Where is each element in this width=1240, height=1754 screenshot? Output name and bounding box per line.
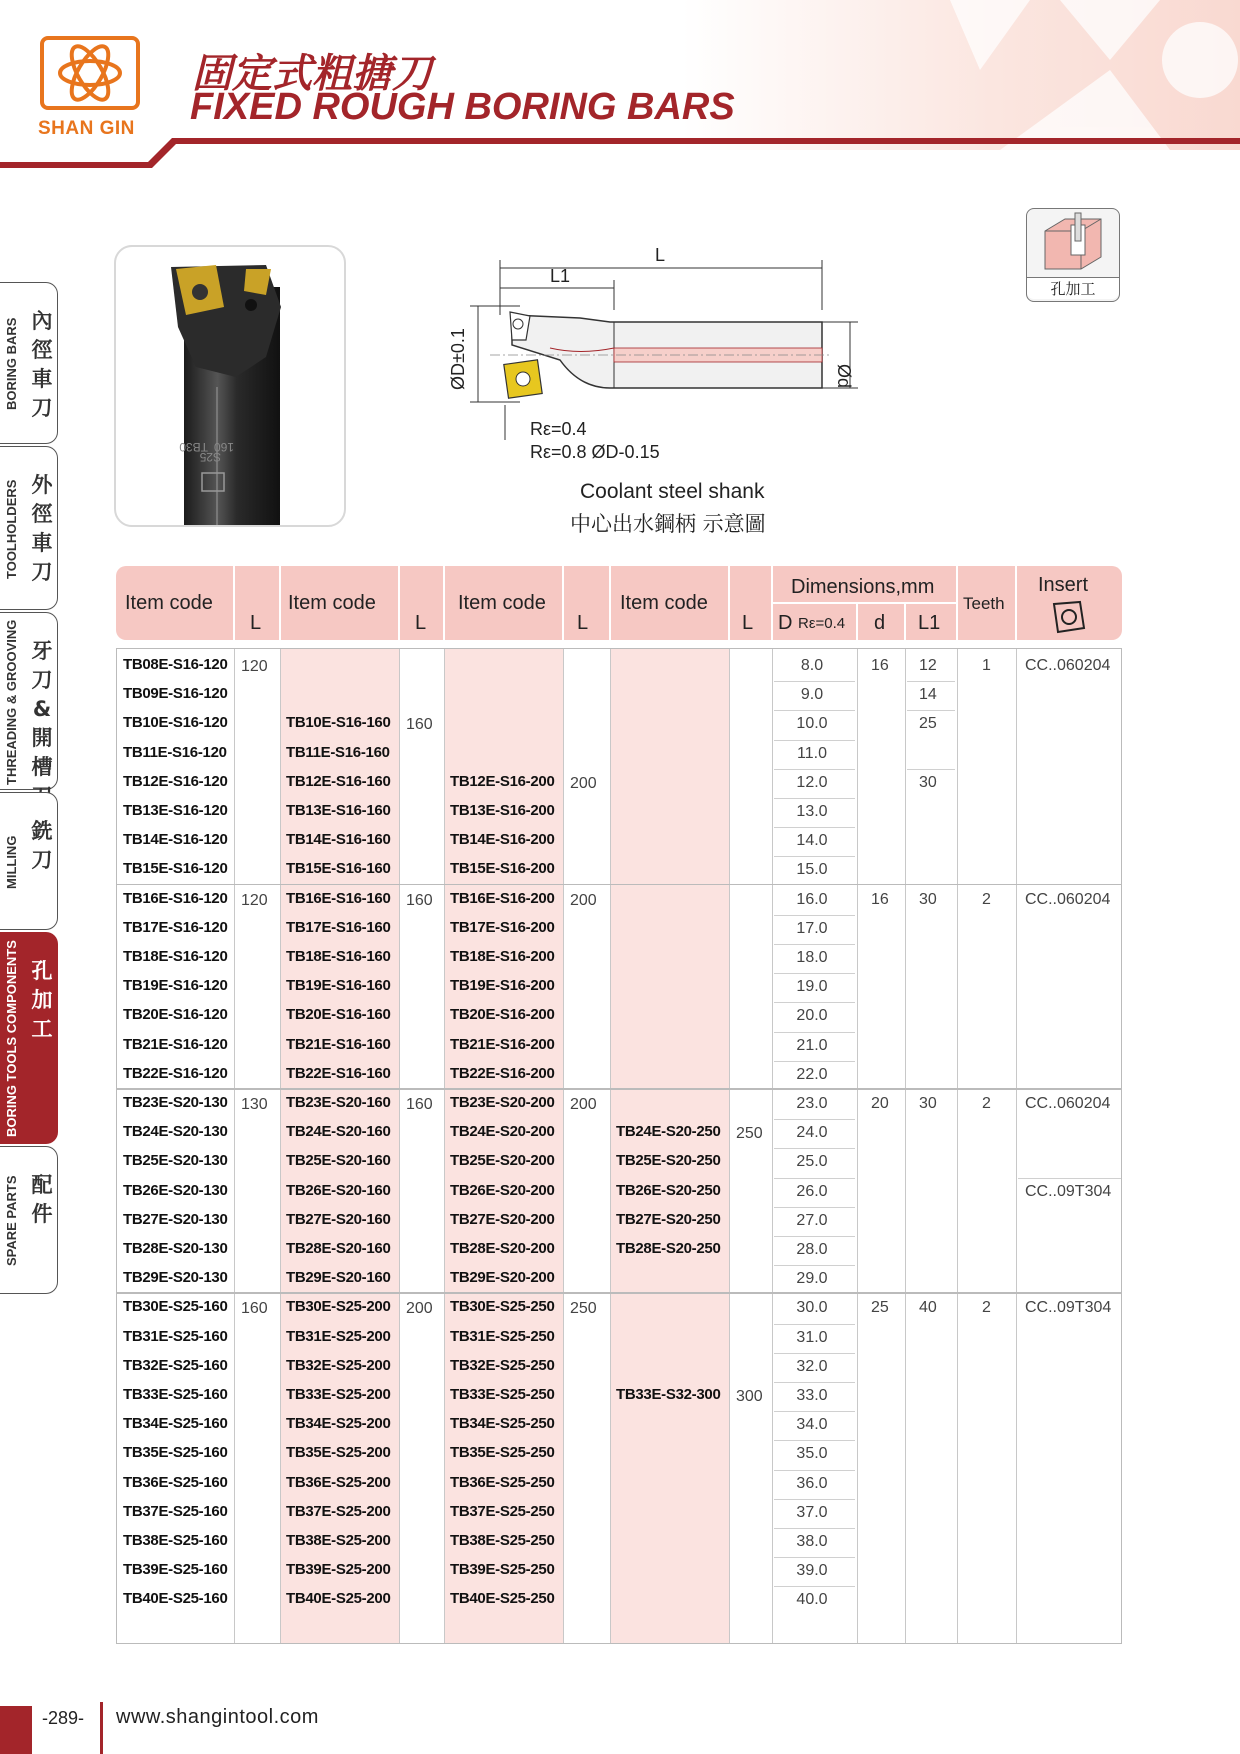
row-divider (774, 856, 855, 857)
column-divider (280, 649, 281, 1643)
item-code: TB32E-S25-160 (123, 1356, 228, 1374)
diameter-value: 27.0 (796, 1211, 828, 1229)
item-code: TB36E-S25-200 (286, 1473, 391, 1491)
length-value: 120 (241, 658, 268, 675)
item-code: TB15E-S16-120 (123, 860, 228, 878)
item-code: TB14E-S16-120 (123, 831, 228, 849)
column-header-D: D (778, 612, 793, 634)
photo-marking: 160 (213, 440, 234, 454)
length-value: 160 (241, 1300, 268, 1318)
column-divider (563, 649, 564, 1643)
group-divider (117, 1292, 1121, 1294)
item-code: TB12E-S16-120 (123, 772, 228, 790)
item-code: TB33E-S25-250 (450, 1386, 555, 1403)
product-photo (114, 245, 346, 527)
row-divider (774, 1265, 855, 1266)
insert-code: CC..09T304 (1025, 1182, 1112, 1200)
item-code: TB37E-S25-160 (123, 1502, 228, 1520)
length-value: 160 (406, 891, 433, 909)
shank-diameter: 20 (871, 1095, 889, 1112)
item-code: TB15E-S16-200 (450, 860, 555, 878)
diameter-value: 36.0 (796, 1474, 828, 1492)
item-code: TB32E-S25-250 (450, 1356, 555, 1374)
item-code: TB23E-S20-130 (123, 1094, 228, 1111)
page-title-chinese: 固定式粗搪刀 (192, 51, 432, 97)
item-code: TB37E-S25-250 (450, 1502, 555, 1520)
operation-label: 孔加工 (1027, 277, 1119, 299)
item-code: TB40E-S25-250 (450, 1590, 555, 1608)
teeth-count: 1 (982, 657, 991, 674)
diameter-value: 13.0 (796, 803, 828, 820)
diameter-value: 16.0 (796, 890, 828, 908)
dimension-label-L1: L1 (550, 266, 571, 286)
item-code: TB31E-S25-250 (450, 1327, 555, 1345)
column-header-d: d (874, 612, 886, 634)
row-divider (774, 1353, 855, 1354)
row-divider (774, 1470, 855, 1471)
item-code: TB26E-S20-200 (450, 1181, 555, 1199)
dimension-label-L: L (655, 245, 666, 265)
item-code: TB17E-S16-120 (123, 918, 228, 936)
item-code: TB28E-S20-250 (616, 1240, 721, 1257)
item-code: TB33E-S25-200 (286, 1386, 391, 1403)
drawing-caption: Coolant steel shank (580, 480, 765, 503)
column-header-dimensions: Dimensions,mm (791, 576, 935, 598)
footer-divider (100, 1702, 103, 1754)
item-code: TB26E-S20-250 (616, 1181, 721, 1199)
column-shading (280, 649, 399, 1643)
diameter-value: 12.0 (796, 773, 828, 791)
dimension-label-D: ØD±0.1 (448, 328, 468, 390)
length-value: 200 (570, 891, 597, 909)
diameter-value: 22.0 (796, 1065, 828, 1083)
row-divider (774, 1002, 855, 1003)
item-code: TB26E-S20-130 (123, 1181, 228, 1199)
item-code: TB28E-S20-130 (123, 1240, 228, 1257)
row-divider (1018, 1178, 1121, 1179)
side-tab[interactable] (0, 1146, 58, 1294)
l1-value: 30 (919, 773, 937, 791)
column-divider (772, 649, 773, 1643)
item-code: TB30E-S25-200 (286, 1298, 391, 1316)
column-header-L: L (415, 612, 427, 634)
corner-radius-note: Rε=0.8 ØD-0.15 (530, 442, 660, 462)
row-divider (774, 798, 855, 799)
insert-code: CC..060204 (1025, 1095, 1111, 1112)
item-code: TB38E-S25-160 (123, 1532, 228, 1549)
column-header-L: L (742, 612, 754, 634)
row-divider (774, 1148, 855, 1149)
length-value: 250 (570, 1300, 597, 1318)
row-divider (774, 1178, 855, 1179)
row-divider (774, 1557, 855, 1558)
insert-code: CC..09T304 (1025, 1299, 1112, 1317)
item-code: TB17E-S16-200 (450, 918, 555, 936)
side-tab[interactable] (0, 446, 58, 610)
row-divider (774, 710, 855, 711)
column-divider (857, 649, 858, 1643)
item-code: TB25E-S20-130 (123, 1152, 228, 1170)
item-code: TB33E-S25-160 (123, 1386, 228, 1403)
length-value: 160 (406, 1096, 433, 1113)
item-code: TB34E-S25-200 (286, 1415, 391, 1433)
l1-value: 12 (919, 657, 937, 674)
column-header-D-radius: Rε=0.4 (798, 615, 846, 632)
side-tab-label: THREADING & GROOVING (4, 619, 19, 785)
row-divider (774, 1032, 855, 1033)
row-divider (774, 973, 855, 974)
item-code: TB11E-S16-120 (123, 743, 227, 761)
footer-accent (0, 1706, 32, 1754)
diameter-value: 38.0 (796, 1533, 828, 1550)
side-tab[interactable] (0, 932, 58, 1144)
page-number: -289- (42, 1708, 85, 1728)
l1-value: 40 (919, 1299, 937, 1317)
diameter-value: 29.0 (796, 1270, 828, 1288)
item-code: TB19E-S16-160 (286, 977, 391, 995)
diameter-value: 19.0 (796, 978, 828, 996)
item-code: TB24E-S20-160 (286, 1123, 391, 1141)
diameter-value: 23.0 (796, 1095, 828, 1112)
diameter-value: 8.0 (800, 657, 824, 674)
item-code: TB20E-S16-200 (450, 1006, 555, 1024)
length-value: 130 (241, 1096, 268, 1113)
item-code: TB29E-S20-160 (286, 1269, 391, 1287)
item-code: TB40E-S25-160 (123, 1590, 228, 1608)
item-code: TB08E-S16-120 (123, 656, 228, 673)
diameter-value: 31.0 (796, 1328, 828, 1346)
item-code: TB39E-S25-200 (286, 1561, 391, 1579)
item-code: TB22E-S16-120 (123, 1064, 228, 1082)
item-code: TB16E-S16-160 (286, 889, 391, 907)
product-table (116, 648, 1122, 1644)
item-code: TB10E-S16-160 (286, 714, 391, 732)
diameter-value: 17.0 (796, 919, 828, 937)
item-code: TB35E-S25-200 (286, 1444, 391, 1462)
teeth-count: 2 (982, 890, 991, 908)
diameter-value: 37.0 (796, 1503, 828, 1521)
item-code: TB12E-S16-200 (450, 772, 555, 790)
item-code: TB23E-S20-200 (450, 1094, 555, 1111)
row-divider (774, 1499, 855, 1500)
item-code: TB22E-S16-200 (450, 1064, 555, 1082)
item-code: TB18E-S16-120 (123, 948, 228, 965)
length-value: 200 (570, 1096, 597, 1113)
item-code: TB31E-S25-200 (286, 1327, 391, 1345)
item-code: TB35E-S25-160 (123, 1444, 228, 1462)
diameter-value: 39.0 (796, 1562, 828, 1580)
item-code: TB12E-S16-160 (286, 772, 391, 790)
item-code: TB15E-S16-160 (286, 860, 391, 878)
shank-diameter: 16 (871, 890, 889, 908)
diameter-value: 26.0 (796, 1182, 828, 1200)
item-code: TB36E-S25-250 (450, 1473, 555, 1491)
item-code: TB16E-S16-120 (123, 889, 228, 907)
item-code: TB30E-S25-160 (123, 1298, 228, 1316)
website-link[interactable]: www.shangintool.com (116, 1706, 319, 1728)
l1-value: 30 (919, 890, 937, 908)
item-code: TB19E-S16-120 (123, 977, 228, 995)
column-divider (610, 649, 611, 1643)
column-header-item-code: Item code (125, 592, 213, 614)
teeth-count: 2 (982, 1095, 991, 1112)
column-header-item-code: Item code (458, 592, 546, 614)
item-code: TB13E-S16-160 (286, 802, 391, 819)
item-code: TB33E-S32-300 (616, 1386, 721, 1403)
length-value: 200 (570, 774, 597, 792)
teeth-count: 2 (982, 1299, 991, 1317)
row-divider (774, 1586, 855, 1587)
item-code: TB35E-S25-250 (450, 1444, 555, 1462)
item-code: TB30E-S25-250 (450, 1298, 555, 1316)
item-code: TB19E-S16-200 (450, 977, 555, 995)
item-code: TB39E-S25-250 (450, 1561, 555, 1579)
brand-logo (40, 36, 140, 110)
item-code: TB18E-S16-200 (450, 948, 555, 965)
length-value: 300 (736, 1388, 763, 1405)
row-divider (774, 681, 855, 682)
boring-operation-icon (1027, 209, 1117, 273)
photo-marking: TB30 (179, 440, 208, 454)
side-tab-label-chinese: 牙 刀 & 開 槽 (31, 639, 53, 779)
item-code: TB27E-S20-160 (286, 1210, 391, 1228)
row-divider (774, 827, 855, 828)
item-code: TB25E-S20-200 (450, 1152, 555, 1170)
row-divider (774, 1236, 855, 1237)
logo-emblem-icon (44, 40, 136, 106)
table-header (116, 566, 1122, 640)
row-divider (774, 915, 855, 916)
length-value: 200 (406, 1300, 433, 1318)
length-value: 160 (406, 716, 433, 734)
item-code: TB40E-S25-200 (286, 1590, 391, 1608)
row-divider (774, 1411, 855, 1412)
diameter-value: 9.0 (800, 686, 824, 704)
item-code: TB39E-S25-160 (123, 1561, 228, 1579)
item-code: TB31E-S25-160 (123, 1327, 228, 1345)
insert-code: CC..060204 (1025, 890, 1111, 908)
item-code: TB38E-S25-200 (286, 1532, 391, 1549)
item-code: TB25E-S20-160 (286, 1152, 391, 1170)
length-value: 250 (736, 1125, 763, 1143)
photo-marking: S25 (199, 450, 221, 464)
item-code: TB21E-S16-120 (123, 1035, 228, 1053)
group-divider (117, 1088, 1121, 1090)
item-code: TB16E-S16-200 (450, 889, 555, 907)
row-divider (907, 681, 955, 682)
diameter-value: 20.0 (796, 1007, 828, 1025)
column-shading (444, 649, 563, 1643)
side-tab-label: SPARE PARTS (4, 1175, 19, 1267)
item-code: TB18E-S16-160 (286, 948, 391, 965)
shank-diameter: 16 (871, 657, 889, 674)
insert-code: CC..060204 (1025, 657, 1111, 674)
item-code: TB26E-S20-160 (286, 1181, 391, 1199)
row-divider (774, 1324, 855, 1325)
diameter-value: 30.0 (796, 1299, 828, 1317)
row-divider (774, 1119, 855, 1120)
diameter-value: 32.0 (796, 1357, 828, 1375)
shank-diameter: 25 (871, 1299, 889, 1317)
item-code: TB23E-S20-160 (286, 1094, 391, 1111)
column-header-L: L (250, 612, 262, 634)
row-divider (907, 710, 955, 711)
diameter-value: 35.0 (796, 1445, 828, 1463)
item-code: TB25E-S20-250 (616, 1152, 721, 1170)
item-code: TB10E-S16-120 (123, 714, 228, 732)
side-tab-label: MILLING (4, 835, 19, 889)
item-code: TB27E-S20-200 (450, 1210, 555, 1228)
side-tab-label-chinese: 孔 加 工 (31, 959, 53, 1041)
item-code: TB20E-S16-120 (123, 1006, 228, 1024)
item-code: TB14E-S16-160 (286, 831, 391, 849)
diameter-value: 15.0 (796, 861, 828, 879)
column-header-L: L (577, 612, 589, 634)
diameter-value: 33.0 (796, 1387, 828, 1404)
column-divider (399, 649, 400, 1643)
column-header-L1: L1 (918, 612, 941, 634)
diameter-value: 11.0 (797, 744, 827, 762)
item-code: TB13E-S16-120 (123, 802, 228, 819)
item-code: TB20E-S16-160 (286, 1006, 391, 1024)
item-code: TB24E-S20-130 (123, 1123, 228, 1141)
side-tab-label-chinese: 內 徑 車 刀 (31, 309, 53, 420)
column-header-insert: Insert (1038, 574, 1089, 596)
l1-value: 30 (919, 1095, 937, 1112)
column-header-item-code: Item code (620, 592, 708, 614)
side-tab-label: BORING TOOLS COMPONENTS (4, 940, 19, 1138)
column-divider (729, 649, 730, 1643)
side-tab-label: TOOLHOLDERS (4, 479, 19, 579)
diameter-value: 24.0 (796, 1124, 828, 1142)
column-divider (444, 649, 445, 1643)
l1-value: 14 (919, 686, 937, 704)
group-divider (117, 884, 1121, 886)
item-code: TB24E-S20-200 (450, 1123, 555, 1141)
row-divider (907, 769, 955, 770)
item-code: TB29E-S20-130 (123, 1269, 228, 1287)
column-divider (234, 649, 235, 1643)
item-code: TB29E-S20-200 (450, 1269, 555, 1287)
drawing-caption-chinese: 中心出水鋼柄 示意圖 (570, 512, 766, 536)
brand-name: SHAN GIN (38, 118, 135, 139)
side-tab[interactable] (0, 282, 58, 444)
item-code: TB27E-S20-130 (123, 1210, 228, 1228)
row-divider (774, 944, 855, 945)
item-code: TB28E-S20-160 (286, 1240, 391, 1257)
item-code: TB38E-S25-250 (450, 1532, 555, 1549)
diameter-value: 14.0 (796, 832, 828, 850)
diameter-value: 21.0 (796, 1036, 828, 1054)
diameter-value: 40.0 (796, 1591, 828, 1609)
column-divider (1016, 649, 1017, 1643)
side-tab-label: BORING BARS (4, 317, 19, 411)
side-tab[interactable] (0, 612, 58, 790)
header-decoration (910, 0, 1240, 150)
page-title: FIXED ROUGH BORING BARS (190, 86, 735, 128)
column-shading (610, 649, 729, 1643)
column-divider (957, 649, 958, 1643)
item-code: TB14E-S16-200 (450, 831, 555, 849)
insert-shape-icon (1050, 600, 1086, 634)
item-code: TB24E-S20-250 (616, 1123, 721, 1141)
item-code: TB13E-S16-200 (450, 802, 555, 819)
l1-value: 25 (919, 715, 937, 733)
column-divider (905, 649, 906, 1643)
diameter-value: 34.0 (796, 1416, 828, 1434)
column-header-teeth: Teeth (963, 594, 1005, 613)
side-tab-label-chinese: 配 件 (31, 1173, 53, 1226)
length-value: 120 (241, 891, 268, 909)
header-rule (0, 136, 1240, 174)
corner-radius-note: Rε=0.4 (530, 419, 587, 439)
row-divider (774, 1528, 855, 1529)
item-code: TB34E-S25-250 (450, 1415, 555, 1433)
item-code: TB37E-S25-200 (286, 1502, 391, 1520)
technical-drawing (430, 240, 870, 460)
row-divider (774, 1061, 855, 1062)
row-divider (774, 1382, 855, 1383)
side-tab-label-chinese: 銑 刀 (31, 819, 53, 872)
item-code: TB27E-S20-250 (616, 1210, 721, 1228)
item-code: TB28E-S20-200 (450, 1240, 555, 1257)
side-tab-label-chinese: 外 徑 車 刀 (31, 473, 53, 584)
dimension-label-d: Ød (834, 364, 854, 389)
diameter-value: 10.0 (796, 715, 828, 733)
row-divider (774, 1440, 855, 1441)
boring-operation-badge (1026, 208, 1120, 302)
diameter-value: 28.0 (796, 1241, 828, 1258)
diameter-value: 25.0 (796, 1153, 828, 1171)
item-code: TB17E-S16-160 (286, 918, 391, 936)
item-code: TB32E-S25-200 (286, 1356, 391, 1374)
item-code: TB09E-S16-120 (123, 685, 228, 703)
column-header-item-code: Item code (288, 592, 376, 614)
item-code: TB21E-S16-200 (450, 1035, 555, 1053)
row-divider (774, 1207, 855, 1208)
row-divider (774, 769, 855, 770)
side-tab[interactable] (0, 792, 58, 930)
diameter-value: 18.0 (796, 949, 828, 966)
item-code: TB11E-S16-160 (286, 743, 390, 761)
item-code: TB21E-S16-160 (286, 1035, 391, 1053)
item-code: TB22E-S16-160 (286, 1064, 391, 1082)
item-code: TB34E-S25-160 (123, 1415, 228, 1433)
row-divider (774, 740, 855, 741)
item-code: TB36E-S25-160 (123, 1473, 228, 1491)
